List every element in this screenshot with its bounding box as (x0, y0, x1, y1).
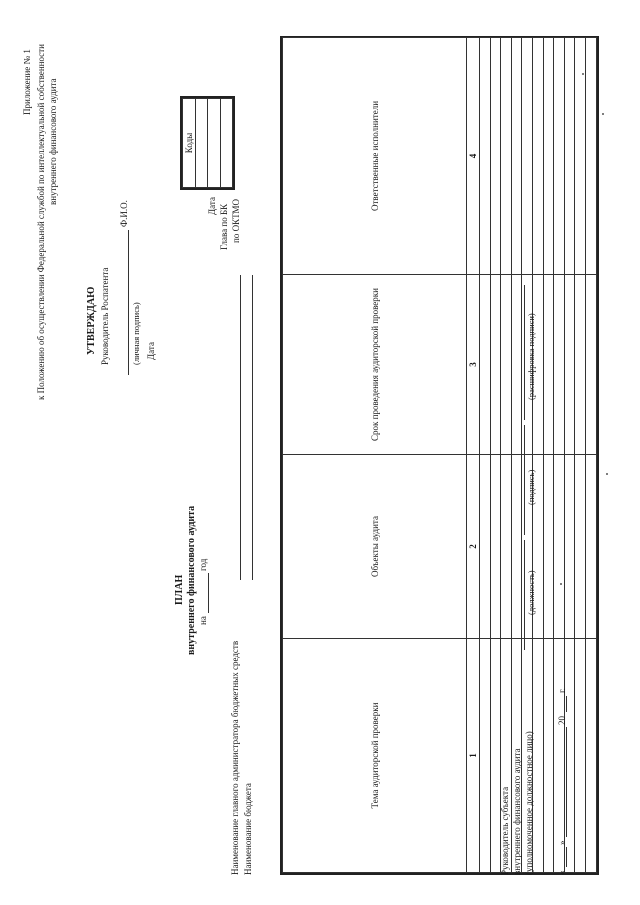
table-cell[interactable] (511, 38, 522, 275)
col-header-objects: Объекты аудита (283, 455, 467, 639)
footer-signature-caption: (подпись) (526, 469, 536, 505)
appendix-number: Приложение № 1 (22, 49, 32, 115)
table-cell[interactable] (501, 38, 512, 275)
table-cell[interactable] (480, 455, 491, 639)
footer-decode-line (524, 285, 525, 420)
footer-date-open: « (557, 870, 567, 875)
table-cell[interactable] (564, 38, 575, 275)
table-row (543, 38, 554, 873)
field-budget-label: Наименование бюджета (243, 783, 253, 875)
col-number-3: 3 (467, 275, 480, 455)
field-admin-line (240, 275, 241, 580)
plan-subtitle: внутреннего финансового аудита (186, 505, 197, 655)
code-label-oktmo: по ОКТМО (231, 199, 241, 243)
footer-position-caption: (должность) (526, 570, 536, 615)
table-row (532, 38, 543, 873)
table-cell[interactable] (585, 38, 596, 275)
table-cell[interactable] (543, 639, 554, 873)
col-number-4: 4 (467, 38, 480, 275)
plan-on: на (198, 616, 208, 625)
approve-title: УТВЕРЖДАЮ (86, 286, 97, 355)
table-cell[interactable] (480, 275, 491, 455)
table-cell[interactable] (564, 275, 575, 455)
table-cell[interactable] (501, 455, 512, 639)
footer-signature-line (524, 425, 525, 535)
scan-speck (582, 73, 584, 75)
table-cell[interactable] (585, 275, 596, 455)
col-number-2: 2 (467, 455, 480, 639)
table-row (554, 38, 565, 873)
footer-head-line1: Руководитель субъекта (500, 786, 510, 875)
scan-speck (560, 583, 562, 585)
code-cell-date (195, 99, 208, 188)
footer-position-line (524, 540, 525, 650)
table-cell[interactable] (490, 275, 501, 455)
table-header-row (283, 38, 467, 873)
footer-day-line (566, 847, 567, 867)
table-cell[interactable] (480, 639, 491, 873)
table-cell[interactable] (490, 455, 501, 639)
field-admin-label: Наименование главного администратора бюджетных средств (230, 640, 240, 875)
code-label-date: Дата (207, 197, 217, 215)
footer-year-prefix: 20 (557, 716, 567, 725)
plan-title: ПЛАН (174, 574, 185, 605)
approve-signature-caption: (личная подпись) (131, 302, 141, 365)
footer-year-suffix: г. (557, 688, 567, 693)
footer-head-line2: внутреннего финансового аудита (512, 748, 522, 875)
codes-header: Коды (183, 99, 196, 188)
footer-head-line3: (уполномоченное должностное лицо) (524, 731, 534, 875)
approve-signature-line (128, 230, 129, 375)
approve-role: Руководитель Роспатента (100, 267, 110, 365)
table-cell[interactable] (554, 639, 565, 873)
table-row (585, 38, 596, 873)
table-row (575, 38, 586, 873)
table-cell[interactable] (554, 38, 565, 275)
code-cell-chapter (208, 99, 221, 188)
table-cell[interactable] (543, 38, 554, 275)
audit-plan-table (280, 36, 599, 875)
table-body (480, 38, 597, 873)
table-cell[interactable] (543, 455, 554, 639)
footer-decode-caption: (расшифровка подписи) (526, 313, 536, 400)
footer-month-line (566, 727, 567, 837)
footer-date-close: » (557, 840, 567, 845)
table-cell[interactable] (532, 38, 543, 275)
table-cell[interactable] (554, 455, 565, 639)
col-header-period: Срок проведения аудиторской проверки (283, 275, 467, 455)
footer-year-line (566, 696, 567, 712)
table-cell[interactable] (554, 275, 565, 455)
scan-speck (606, 473, 608, 475)
table-cell[interactable] (575, 455, 586, 639)
table-cell[interactable] (490, 38, 501, 275)
table-cell[interactable] (543, 275, 554, 455)
table-cell[interactable] (585, 639, 596, 873)
table-number-row (467, 38, 480, 873)
appendix-reference-cont: внутреннего финансового аудита (48, 78, 58, 205)
scan-speck (602, 113, 604, 115)
table-cell[interactable] (511, 275, 522, 455)
code-label-chapter: Глава по БК (219, 203, 229, 250)
col-number-1: 1 (467, 639, 480, 873)
field-budget-line (252, 275, 253, 580)
table-cell[interactable] (501, 275, 512, 455)
plan-year: год (198, 558, 208, 571)
col-header-responsible: Ответственные исполнители (283, 38, 467, 275)
table-cell[interactable] (480, 38, 491, 275)
table-cell[interactable] (564, 455, 575, 639)
table-row (501, 38, 512, 873)
table-cell[interactable] (532, 639, 543, 873)
col-header-topic: Тема аудиторской проверки (283, 639, 467, 873)
code-cell-oktmo (220, 99, 233, 188)
table-row (490, 38, 501, 873)
approve-date: Дата (146, 342, 156, 360)
codes-table (180, 96, 235, 190)
table-cell[interactable] (522, 38, 533, 275)
table-cell[interactable] (585, 455, 596, 639)
table-cell[interactable] (575, 275, 586, 455)
table-row (480, 38, 491, 873)
table-cell[interactable] (575, 639, 586, 873)
plan-year-line (208, 573, 209, 613)
appendix-reference: к Положению об осуществлении Федеральной службой по интеллектуальной собственности (36, 44, 46, 400)
approve-fio: Ф.И.О. (119, 200, 129, 227)
table-cell[interactable] (511, 455, 522, 639)
